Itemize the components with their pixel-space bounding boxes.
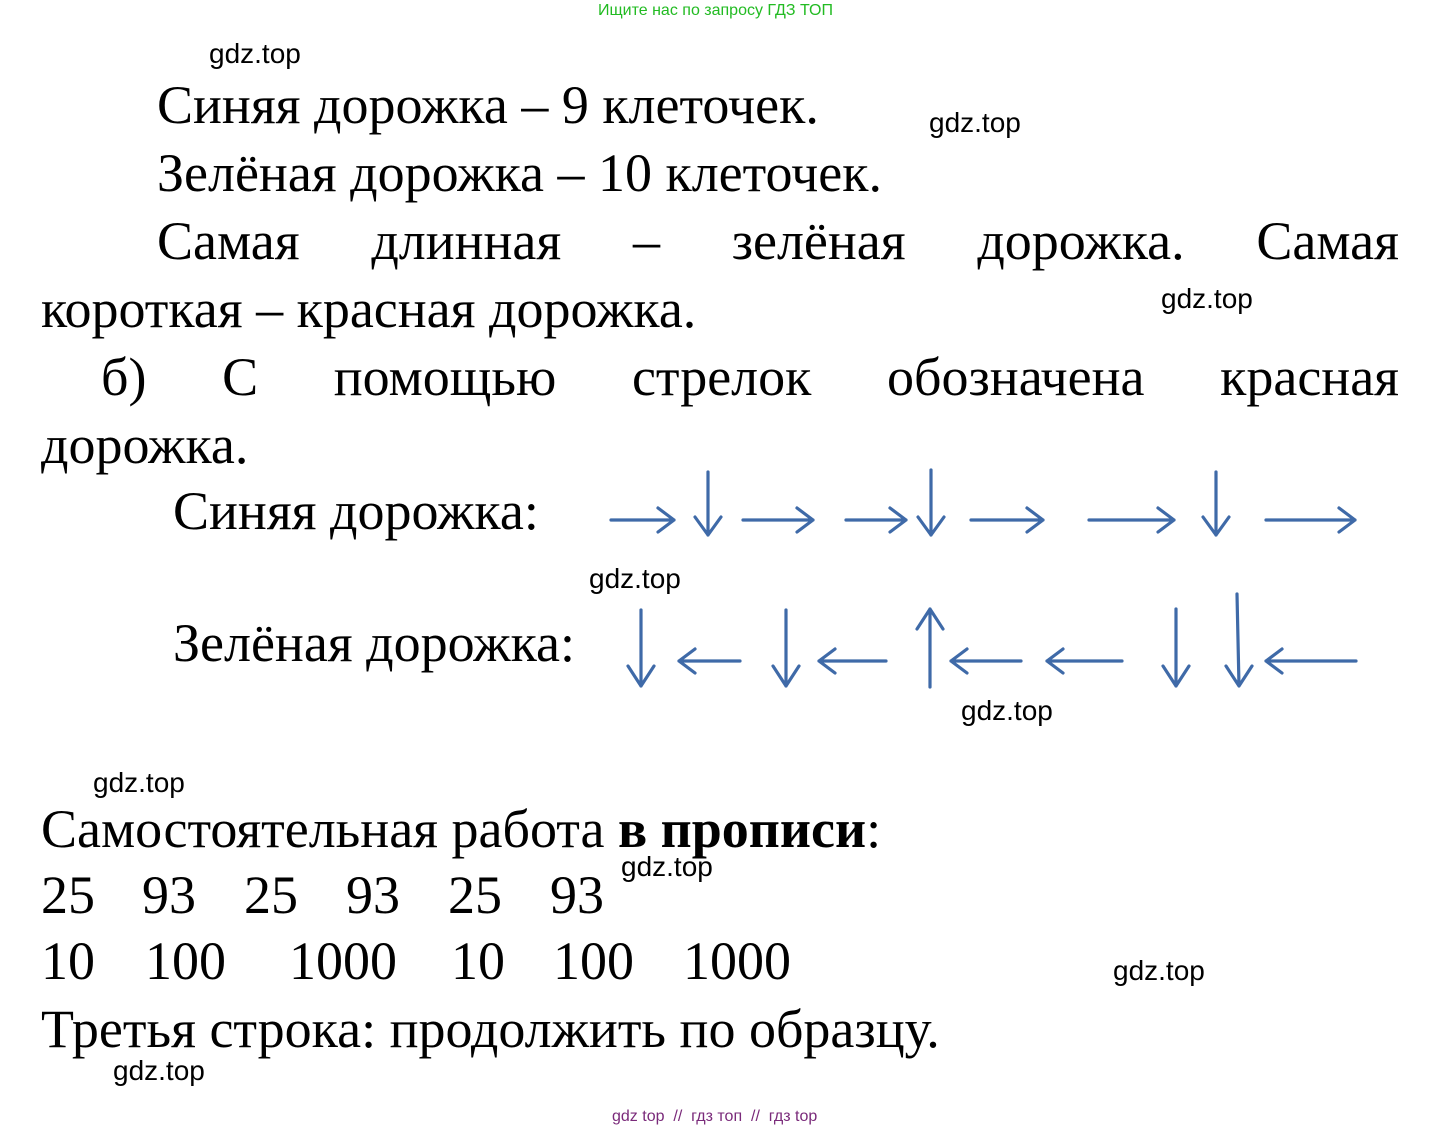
blue-count-line: Синяя дорожка – 9 клеточек. — [157, 75, 819, 135]
number: 10 — [41, 931, 95, 991]
right-arrow — [611, 508, 674, 532]
word: помощью — [333, 347, 557, 407]
independent-work-bold: в прописи — [617, 799, 867, 859]
down-arrow — [1226, 594, 1252, 686]
word: С — [222, 347, 259, 407]
word: длинная — [371, 211, 562, 271]
watermark: gdz.top — [929, 107, 1021, 138]
independent-work-line — [41, 799, 882, 859]
word: Самая — [1256, 211, 1399, 271]
word: – — [632, 211, 660, 271]
left-arrow — [951, 649, 1021, 673]
down-arrow — [1163, 609, 1189, 686]
left-arrow — [819, 649, 886, 673]
word: б) — [101, 347, 147, 407]
third-row-line: Третья строка: продолжить по образцу. — [41, 999, 940, 1059]
watermark: gdz.top — [1161, 283, 1253, 314]
left-arrow — [679, 649, 740, 673]
number: 25 — [448, 865, 502, 925]
green-path-label: Зелёная дорожка: — [173, 613, 575, 673]
down-arrow — [1203, 472, 1229, 535]
independent-work-suffix: : — [866, 799, 882, 859]
part-b-rest: дорожка. — [41, 415, 249, 475]
number: 25 — [41, 865, 95, 925]
word: обозначена — [886, 347, 1145, 407]
word: дорожка. — [977, 211, 1185, 271]
header-banner: Ищите нас по запросу ГДЗ ТОП — [598, 2, 833, 19]
down-arrow — [695, 472, 721, 535]
number: 25 — [244, 865, 298, 925]
watermark: gdz.top — [113, 1055, 205, 1086]
number: 93 — [142, 865, 196, 925]
right-arrow — [846, 508, 906, 532]
number: 93 — [346, 865, 400, 925]
word: красная — [1220, 347, 1399, 407]
down-arrow — [918, 470, 944, 535]
right-arrow — [743, 508, 813, 532]
up-arrow — [917, 609, 943, 687]
left-arrow — [1266, 649, 1356, 673]
word: зелёная — [731, 211, 906, 271]
number: 100 — [553, 931, 634, 991]
blue-path-label: Синяя дорожка: — [173, 481, 539, 541]
number: 1000 — [683, 931, 791, 991]
watermark: gdz.top — [621, 851, 713, 882]
down-arrow — [773, 610, 799, 686]
number: 100 — [145, 931, 226, 991]
right-arrow — [1089, 508, 1174, 532]
shortest-line: короткая – красная дорожка. — [41, 279, 697, 339]
number: 1000 — [289, 931, 397, 991]
right-arrow — [1266, 508, 1355, 532]
word: стрелок — [631, 347, 812, 407]
watermark: gdz.top — [93, 767, 185, 798]
watermark: gdz.top — [589, 563, 681, 594]
independent-work-prefix: Самостоятельная работа — [41, 799, 618, 859]
green-count-line: Зелёная дорожка – 10 клеточек. — [157, 143, 882, 203]
number: 10 — [451, 931, 505, 991]
left-arrow — [1047, 649, 1122, 673]
right-arrow — [971, 508, 1043, 532]
word: Самая — [157, 211, 300, 271]
footer-text: gdz top // гдз топ // гдз top — [612, 1108, 818, 1125]
watermark: gdz.top — [209, 38, 301, 69]
number: 93 — [550, 865, 604, 925]
watermark: gdz.top — [1113, 955, 1205, 986]
watermark: gdz.top — [961, 695, 1053, 726]
down-arrow — [628, 610, 654, 686]
green-path-arrows — [628, 594, 1356, 687]
blue-path-arrows — [611, 470, 1355, 535]
